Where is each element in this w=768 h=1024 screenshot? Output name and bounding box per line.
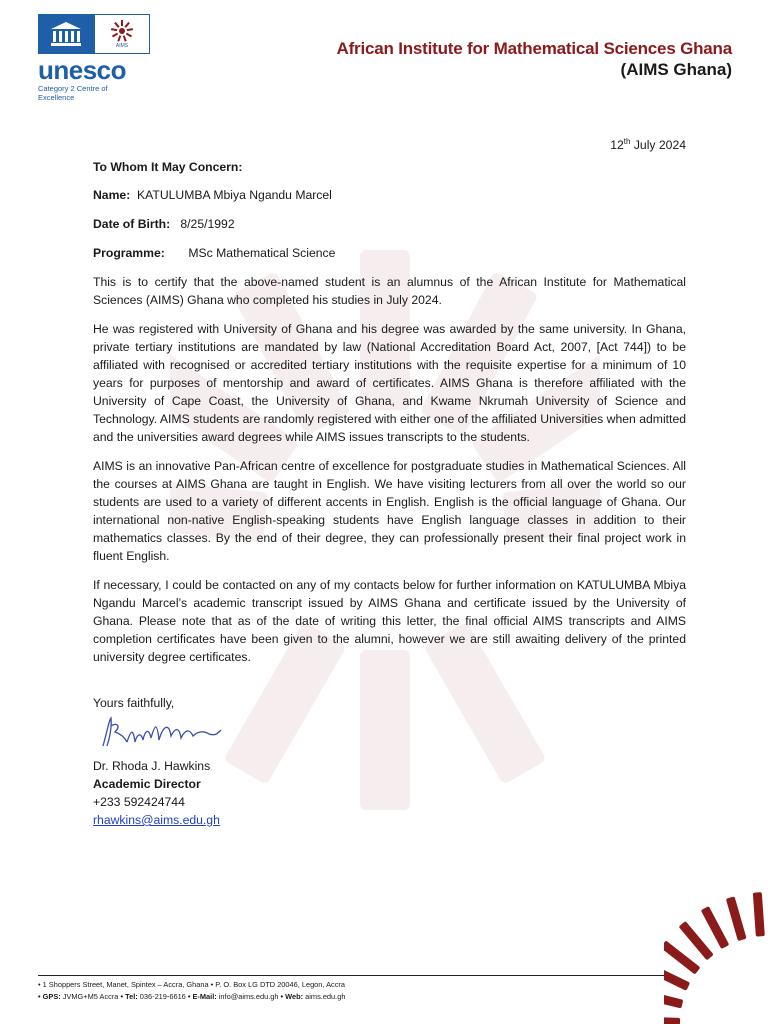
unesco-wordmark: unesco — [38, 55, 127, 85]
footer-gps-label: • GPS: — [38, 992, 61, 1001]
paragraph-registration: He was registered with University of Ghana and his degree was awarded by the same university. In Ghana, private tertiary institutions are mandated by law (National Accreditation Board Act, 2007, [Act 744]) to be affiliated with recognised or accredited tertiary institutions with the requisite expertise for a minimum of 10 years for purposes of mentorship and award of certificates. AIMS Ghana is therefore affiliated with the University of Cape Coast, the University of Ghana, and Kwame Nkrumah University of Science and Technology. AIMS students are randomly registered with either one of the affiliated Universities when admitted and the universities award degrees while AIMS issues transcripts to the students. — [93, 322, 686, 444]
footer-contacts — [38, 991, 345, 1003]
institute-name: African Institute for Mathematical Sciences Ghana — [336, 39, 732, 58]
signer-title: Academic Director — [93, 777, 201, 791]
paragraph-certification: This is to certify that the above-named student is an alumnus of the African Institute for Mathematical Sciences (AIMS) Ghana who completed his studies in July 2024. — [93, 275, 686, 307]
signer-phone: +233 592424744 — [93, 795, 185, 809]
footer-divider — [38, 975, 670, 976]
institute-abbreviation: (AIMS Ghana) — [620, 60, 732, 79]
programme-label: Programme: — [93, 246, 165, 260]
letter-date — [93, 136, 686, 154]
signer-email-link[interactable]: rhawkins@aims.edu.gh — [93, 813, 220, 827]
aims-sunburst-icon — [109, 20, 135, 42]
footer-address: • 1 Shoppers Street, Manet, Spintex – Accra, Ghana • P. O. Box LG DTD 20046, Legon, Accra — [38, 980, 345, 989]
aims-corner-sunburst-icon — [664, 888, 768, 1024]
footer-tel-label: • Tel: — [120, 992, 138, 1001]
footer-email-label: • E-Mail: — [187, 992, 217, 1001]
footer — [38, 979, 345, 1003]
unesco-temple-icon — [38, 14, 94, 54]
closing: Yours faithfully, — [93, 696, 175, 710]
date-month-year: July 2024 — [630, 138, 686, 152]
paragraph-english: AIMS is an innovative Pan-African centre of excellence for postgraduate studies in Mathematical Sciences. All the courses at AIMS Ghana are taught in English. We have visiting lecturers from all over the world so our students are used to a variety of different accents in English. English is the official language of Ghana. Our international non-native English-speaking students have English language classes in addition to their mathematics classes. By the end of their degree, they can professionally present their final project work in fluent English. — [93, 459, 686, 563]
footer-web-label: • Web: — [280, 992, 304, 1001]
unesco-subtitle: Category 2 Centre of Excellence — [38, 84, 108, 102]
programme-field — [93, 244, 686, 262]
dob-value: 8/25/1992 — [180, 217, 235, 231]
date-day: 12 — [610, 138, 624, 152]
name-value: KATULUMBA Mbiya Ngandu Marcel — [137, 188, 332, 202]
institute-title — [337, 39, 732, 80]
programme-value: MSc Mathematical Science — [188, 246, 336, 260]
footer-web-value: aims.edu.gh — [303, 992, 346, 1001]
footer-email-value: info@aims.edu.gh — [216, 992, 281, 1001]
footer-tel-value: 036-219-6616 — [137, 992, 188, 1001]
paragraph-contact: If necessary, I could be contacted on any of my contacts below for further information on KATULUMBA Mbiya Ngandu Marcel’s academic transcript issued by AIMS Ghana and certificate issued by the University of Ghana. Please note that as of the date of writing this letter, the final official AIMS transcripts and AIMS completion certificates have been given to the alumni, however we are still awaiting delivery of the printed university degree certificates. — [93, 578, 686, 664]
signature-icon — [97, 712, 227, 752]
salutation: To Whom It May Concern: — [93, 160, 243, 174]
aims-mini-label: AIMS — [115, 42, 129, 49]
letterhead — [0, 0, 768, 130]
date-suffix: th — [623, 136, 631, 146]
name-label: Name: — [93, 188, 131, 202]
letter-body — [93, 136, 686, 829]
dob-field — [93, 215, 686, 233]
footer-gps-value: JVMG+M5 Accra — [60, 992, 121, 1001]
unesco-logo — [38, 14, 150, 102]
aims-mini-logo — [94, 14, 150, 54]
dob-label: Date of Birth: — [93, 217, 171, 231]
name-field — [93, 186, 686, 204]
signer-name: Dr. Rhoda J. Hawkins — [93, 759, 211, 773]
